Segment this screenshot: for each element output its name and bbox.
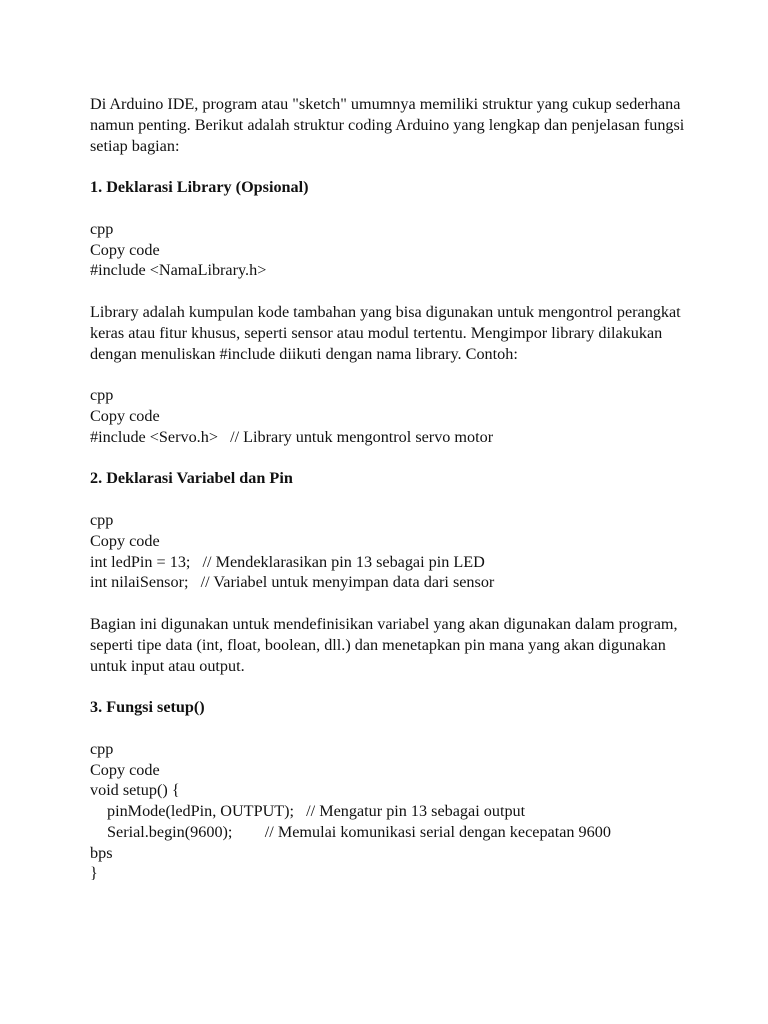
code-line: void setup() { xyxy=(90,781,180,800)
code-lang-label: cpp xyxy=(90,510,114,529)
code-line: #include <Servo.h> // Library untuk mengontrol servo motor xyxy=(90,427,494,446)
code-line: int ledPin = 13; // Mendeklarasikan pin 13 sebagai pin LED xyxy=(90,552,485,571)
library-explanation: Library adalah kumpulan kode tambahan yang bisa digunakan untuk mengontrol perangkat keras atau fitur khusus, seperti sensor atau modul tertentu. Mengimpor library dilakukan dengan menuliskan #include diikuti dengan nama library. Contoh: xyxy=(90,302,681,363)
section-heading-setup: 3. Fungsi setup() xyxy=(90,698,205,717)
code-line: int nilaiSensor; // Variabel untuk menyimpan data dari sensor xyxy=(90,573,495,592)
intro-paragraph: Di Arduino IDE, program atau "sketch" umumnya memiliki struktur yang cukup sederhana namun penting. Berikut adalah struktur coding Arduino yang lengkap dan penjelasan fungsi setiap bagian: xyxy=(90,95,685,155)
variables-explanation: Bagian ini digunakan untuk mendefinisikan variabel yang akan digunakan dalam program, seperti tipe data (int, float, boolean, dll.) dan menetapkan pin mana yang akan digunakan untuk input atau output. xyxy=(90,614,678,675)
copy-code-label: Copy code xyxy=(90,406,160,425)
code-line: pinMode(ledPin, OUTPUT); // Mengatur pin 13 sebagai output xyxy=(107,802,526,821)
code-lang-label: cpp xyxy=(90,739,114,758)
document-page xyxy=(90,94,690,905)
code-block-setup xyxy=(90,739,690,885)
code-lang-label: cpp xyxy=(90,219,114,238)
code-block-variables xyxy=(90,510,690,593)
copy-code-label: Copy code xyxy=(90,760,160,779)
code-line: bps xyxy=(90,843,113,862)
section-heading-variables: 2. Deklarasi Variabel dan Pin xyxy=(90,469,293,488)
code-block-library-example xyxy=(90,385,690,447)
code-line: } xyxy=(90,864,98,883)
copy-code-label: Copy code xyxy=(90,240,160,259)
code-line: #include <NamaLibrary.h> xyxy=(90,261,267,280)
code-line: Serial.begin(9600); // Memulai komunikasi serial dengan kecepatan 9600 xyxy=(107,822,611,841)
copy-code-label: Copy code xyxy=(90,531,160,550)
code-block-library-syntax xyxy=(90,219,690,281)
code-lang-label: cpp xyxy=(90,386,114,405)
section-heading-library: 1. Deklarasi Library (Opsional) xyxy=(90,178,309,197)
